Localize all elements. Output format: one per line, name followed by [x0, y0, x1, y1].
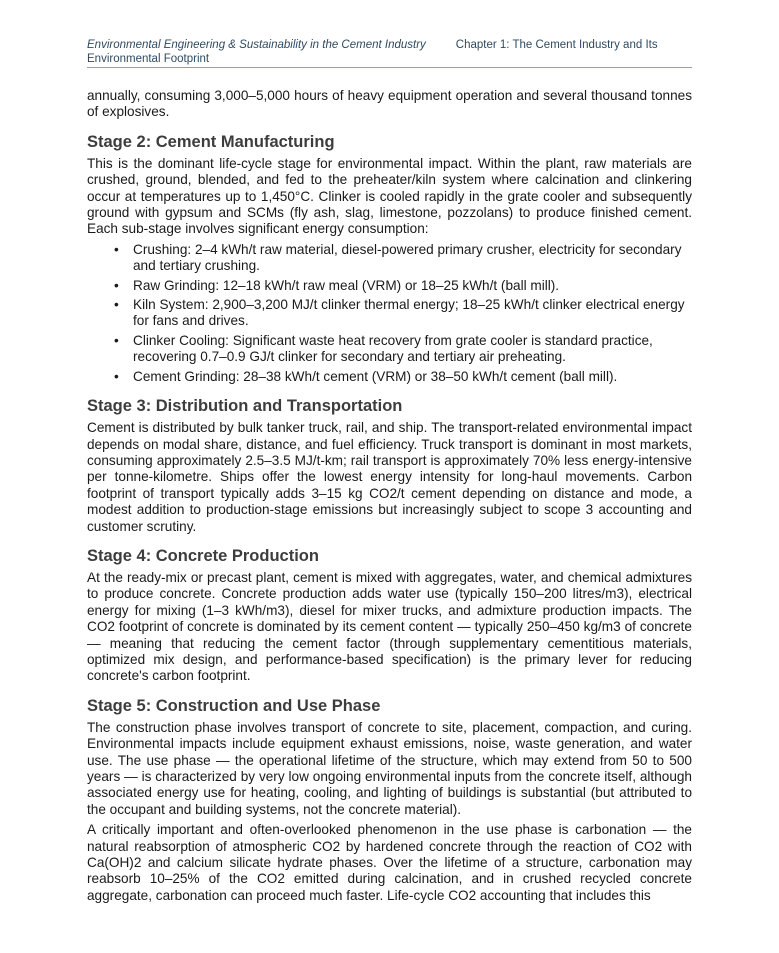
section-stage-2 [87, 132, 692, 385]
section-stage-4 [87, 546, 692, 685]
stage-5-heading: Stage 5: Construction and Use Phase [87, 696, 381, 715]
list-item [87, 333, 692, 366]
running-header [87, 38, 692, 68]
document-page [87, 38, 692, 908]
stage-3-heading: Stage 3: Distribution and Transportation [87, 397, 403, 416]
document-body [87, 88, 692, 904]
list-item-text: Raw Grinding: 12–18 kWh/t raw meal (VRM) or 18–25 kWh/t (ball mill). [133, 277, 560, 293]
list-item-text: Clinker Cooling: Significant waste heat recovery from grate cooler is standard practice, recovering 0.7–0.9 GJ/t clinker for secondary and tertiary air preheating. [133, 332, 653, 365]
bullet-marker: • [114, 332, 119, 348]
list-item [87, 369, 692, 385]
stage-2-heading: Stage 2: Cement Manufacturing [87, 132, 335, 151]
list-item [87, 278, 692, 294]
list-item-text: Crushing: 2–4 kWh/t raw material, diesel-powered primary crusher, electricity for secondary and tertiary crushing. [133, 241, 682, 274]
header-book-title: Environmental Engineering & Sustainability in the Cement Industry [87, 39, 426, 51]
list-item-text: Cement Grinding: 28–38 kWh/t cement (VRM) or 38–50 kWh/t cement (ball mill). [133, 368, 618, 384]
stage-2-bullet-list [87, 242, 692, 385]
section-stage-5 [87, 696, 692, 904]
stage-5-paragraph-2: A critically important and often-overlooked phenomenon in the use phase is carbonation — the natural reabsorption of atmospheric CO2 by hardened concrete through the reaction of CO2 with Ca(OH)2 and calcium silicate hydrate phases. Over the lifetime of a structure, carbonation may reabsorb 10–25% of the CO2 emitted during calcination, and in crushed recycled concrete aggregate, carbonation can proceed much faster. Life-cycle CO2 accounting that includes this [87, 822, 692, 903]
list-item-text: Kiln System: 2,900–3,200 MJ/t clinker thermal energy; 18–25 kWh/t clinker electrical energy for fans and drives. [133, 297, 685, 329]
stage-2-paragraph: This is the dominant life-cycle stage for environmental impact. Within the plant, raw materials are crushed, ground, blended, and fed to the preheater/kiln system where calcination and clinkering occur at temperatures up to 1,450°C. Clinker is cooled rapidly in the grate cooler and subsequently ground with gypsum and SCMs (fly ash, slag, limestone, pozzolans) to produce finished cement. Each sub-stage involves significant energy consumption: [87, 155, 692, 237]
stage-4-heading: Stage 4: Concrete Production [87, 546, 319, 565]
list-item [87, 297, 692, 330]
header-chapter-title: Chapter 1: The Cement Industry and Its Environmental Footprint [87, 39, 658, 65]
bullet-marker: • [114, 297, 119, 313]
stage-4-paragraph: At the ready-mix or precast plant, cement is mixed with aggregates, water, and chemical admixtures to produce concrete. Concrete production adds water use (typically 150–200 litres/m3), electrical energy for mixing (1–3 kWh/m3), diesel for mixer trucks, and admixture production impacts. The CO2 footprint of concrete is dominated by its cement content — typically 250–450 kg/m3 of concrete — meaning that reducing the cement factor (through supplementary cementitious materials, optimized mix design, and performance-based specification) is the primary lever for reducing concrete's carbon footprint. [87, 569, 692, 684]
section-stage-3 [87, 396, 692, 535]
list-item [87, 242, 692, 275]
intro-paragraph: annually, consuming 3,000–5,000 hours of heavy equipment operation and several thousand tonnes of explosives. [87, 88, 692, 120]
bullet-marker: • [114, 241, 119, 257]
bullet-marker: • [114, 368, 119, 384]
stage-3-paragraph: Cement is distributed by bulk tanker truck, rail, and ship. The transport-related environmental impact depends on modal share, distance, and fuel efficiency. Truck transport is dominant in most markets, consuming approximately 2.5–3.5 MJ/t-km; rail transport is approximately 70% less energy-intensive per tonne-kilometre. Ships offer the lowest energy intensity for long-haul movements. Carbon footprint of transport typically adds 3–15 kg CO2/t cement depending on distance and mode, a modest addition to production-stage emissions but increasingly subject to scope 3 accounting and customer scrutiny. [87, 420, 692, 534]
stage-5-paragraph-1: The construction phase involves transport of concrete to site, placement, compaction, and curing. Environmental impacts include equipment exhaust emissions, noise, waste generation, and water use. The use phase — the operational lifetime of the structure, which may extend from 50 to 500 years — is characterized by very low ongoing environmental inputs from the concrete itself, although associated energy use for heating, cooling, and lighting of buildings is substantial (but attributed to the occupant and building systems, not the concrete material). [87, 719, 692, 817]
bullet-marker: • [114, 277, 119, 293]
